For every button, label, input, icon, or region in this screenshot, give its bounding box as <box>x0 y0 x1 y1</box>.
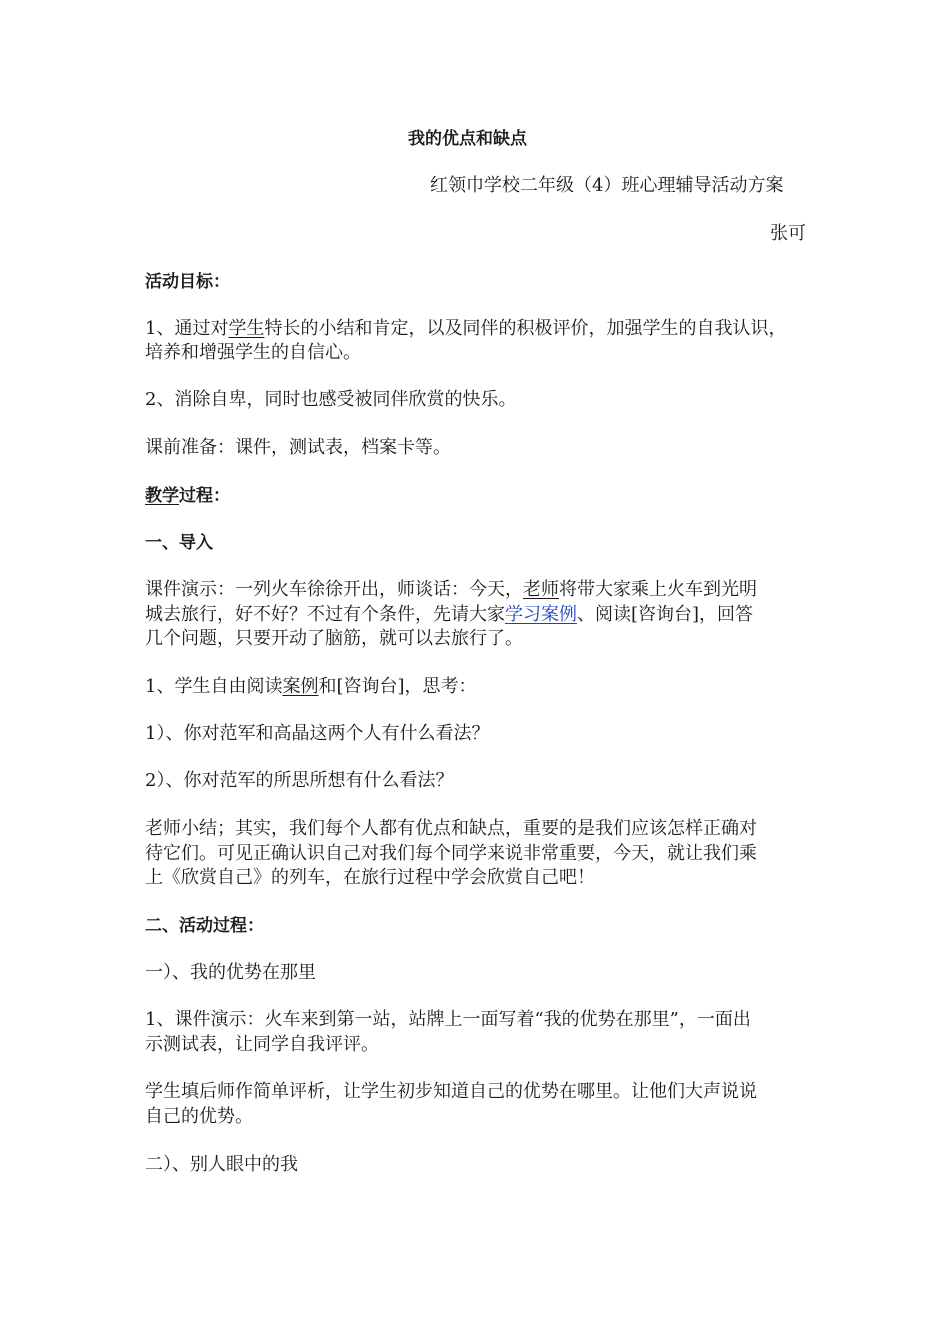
goal-2: 2、消除自卑，同时也感受被同伴欣赏的快乐。 <box>145 389 517 410</box>
document-subtitle: 红领巾学校二年级（4）班心理辅导活动方案 <box>430 175 784 196</box>
summary-line-3: 上《欣赏自己》的列车，在旅行过程中学会欣赏自己吧！ <box>145 867 595 888</box>
teacher-link[interactable]: 老师 <box>523 579 559 600</box>
evaluation-line-1: 学生填后师作简单评析，让学生初步知道自己的优势在哪里。让他们大声说说 <box>145 1081 757 1102</box>
demo-line-1: 1、课件演示：火车来到第一站，站牌上一面写着“我的优势在那里”，一面出 <box>145 1009 751 1030</box>
intro-text-c: 将带大家乘上火车到光明 <box>559 579 757 600</box>
goal-1-line-1 <box>145 317 786 341</box>
goal-1-line-2: 培养和增强学生的自信心。 <box>145 342 361 363</box>
document-author: 张可 <box>770 223 806 244</box>
section-1-heading: 一、导入 <box>145 533 213 553</box>
student-link[interactable]: 学生 <box>228 318 265 339</box>
subsection-2: 二）、别人眼中的我 <box>145 1154 298 1175</box>
question-2: 2）、你对范军的所思所想有什么看法？ <box>145 770 454 791</box>
question-1: 1）、你对范军和高晶这两个人有什么看法？ <box>145 723 490 744</box>
step-1-text-a: 1、学生自由阅读 <box>145 676 283 697</box>
teaching-link[interactable]: 教学 <box>145 486 179 506</box>
intro-text-a: 课件演示：一列火车徐徐开出，师谈话：今天， <box>145 579 523 600</box>
step-1 <box>145 675 477 699</box>
section-2-heading: 二、活动过程： <box>145 916 264 936</box>
intro-text-e: 、阅读[咨询台]，回答 <box>577 604 754 625</box>
study-case-link[interactable]: 学习案例 <box>505 604 577 625</box>
goal-heading: 活动目标： <box>145 272 230 292</box>
summary-line-1: 老师小结；其实，我们每个人都有优点和缺点，重要的是我们应该怎样正确对 <box>145 818 757 839</box>
goal-1-text-a: 1、通过对 <box>145 318 229 339</box>
summary-line-2: 待它们。可见正确认识自己对我们每个同学来说非常重要，今天，就让我们乘 <box>145 843 757 864</box>
process-heading-rest: 过程： <box>179 486 230 506</box>
subsection-1: 一）、我的优势在那里 <box>145 962 316 983</box>
document-title: 我的优点和缺点 <box>408 129 527 149</box>
preparation: 课前准备：课件，测试表，档案卡等。 <box>145 437 451 458</box>
evaluation-line-2: 自己的优势。 <box>145 1106 253 1127</box>
process-heading <box>145 484 230 508</box>
intro-line-1 <box>145 578 757 602</box>
intro-text-d: 城去旅行，好不好？不过有个条件，先请大家 <box>145 604 505 625</box>
demo-line-2: 示测试表，让同学自我评评。 <box>145 1034 379 1055</box>
goal-1-text-c: 特长的小结和肯定，以及同伴的积极评价，加强学生的自我认识， <box>264 318 787 339</box>
intro-line-2 <box>145 603 753 627</box>
case-link[interactable]: 案例 <box>282 676 319 697</box>
intro-line-3: 几个问题，只要开动了脑筋，就可以去旅行了。 <box>145 628 523 649</box>
step-1-text-c: 和[咨询台]，思考： <box>318 676 477 697</box>
